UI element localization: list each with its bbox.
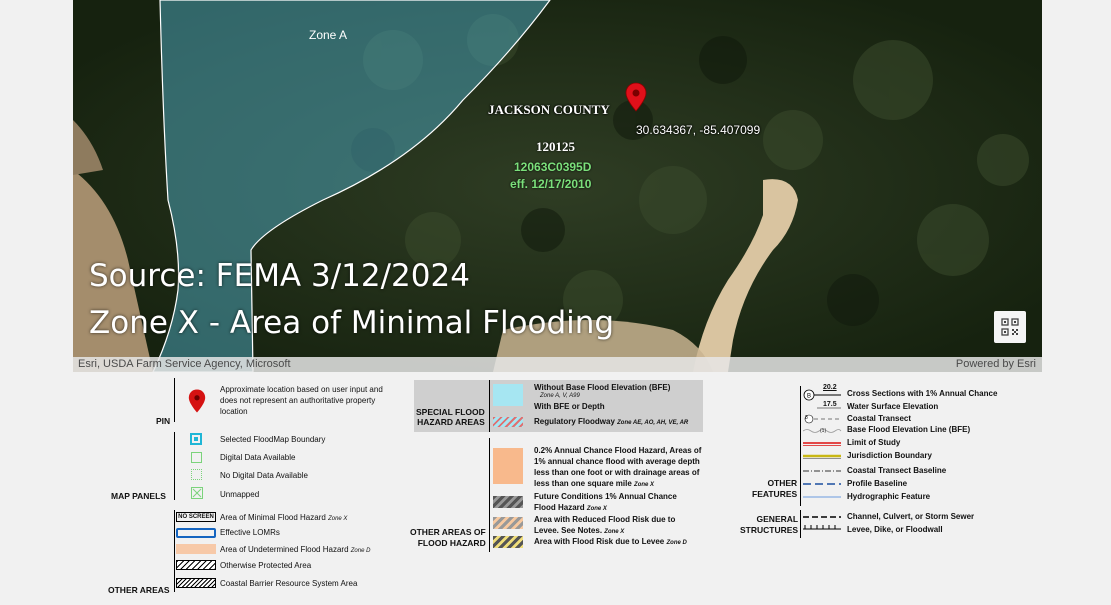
legend-feature-item: Hydrographic Feature xyxy=(847,492,931,501)
legend-feature-item: Limit of Study xyxy=(847,438,901,447)
legend-other-area-item: Otherwise Protected Area xyxy=(220,561,312,570)
legend-pin-icon xyxy=(188,386,206,416)
legend-circle-8: 8 xyxy=(805,415,808,421)
legend-no-digital-swatch xyxy=(191,469,202,480)
legend-feature-item: Coastal Transect Baseline xyxy=(847,466,947,475)
legend-floodway: Regulatory Floodway Zone AE, AO, AH, VE, AR xyxy=(534,417,689,426)
legend-other-area-item: Area of Minimal Flood Hazard Zone X xyxy=(220,513,348,522)
legend-map-panel-item: Unmapped xyxy=(220,490,260,499)
legend-map-panel-item: Selected FloodMap Boundary xyxy=(220,435,326,444)
legend-cross-section-value: 20.2 xyxy=(823,384,837,391)
legend-feature-item: Water Surface Elevation xyxy=(847,402,939,411)
legend-selected-panel-swatch xyxy=(190,433,202,445)
qr-code-icon xyxy=(1001,318,1019,336)
zone-a-label: Zone A xyxy=(309,28,348,42)
qr-code-button[interactable] xyxy=(994,311,1026,343)
legend-water-surface-value: 17.5 xyxy=(823,401,837,408)
legend-structure-symbols xyxy=(803,512,843,536)
powered-by-link[interactable]: Powered by Esri xyxy=(955,358,1036,370)
legend-heading-map-panels: MAP PANELS xyxy=(111,491,166,501)
legend-sfha-without-bfe: Without Base Flood Elevation (BFE) xyxy=(534,383,671,392)
legend-future-conditions-swatch xyxy=(493,496,523,508)
attribution-text: Esri, USDA Farm Service Agency, Microsoft xyxy=(78,358,291,370)
legend-future-conditions-text: Future Conditions 1% Annual Chance Flood Hazard Zone X xyxy=(534,492,677,512)
legend-other-area-item: Area of Undetermined Flood Hazard Zone D xyxy=(220,545,371,554)
legend-heading-other-flood: OTHER AREAS OF FLOOD HAZARD xyxy=(410,527,486,548)
location-pin-icon[interactable] xyxy=(625,82,647,112)
legend-levee-risk-swatch xyxy=(493,536,523,548)
effective-date-label: eff. 12/17/2010 xyxy=(510,177,592,191)
legend-no-screen-swatch: NO SCREEN xyxy=(176,512,216,522)
legend-cbrs-swatch xyxy=(176,578,216,588)
legend-structure-item: Channel, Culvert, or Storm Sewer xyxy=(847,512,975,521)
legend-unmapped-swatch xyxy=(191,487,203,499)
legend-map-panel-item: No Digital Data Available xyxy=(220,471,308,480)
svg-text:B: B xyxy=(806,393,812,400)
community-id-label: 120125 xyxy=(536,139,575,154)
legend-sfha-with-bfe: With BFE or Depth xyxy=(534,402,605,411)
coordinates-label: 30.634367, -85.407099 xyxy=(636,123,761,137)
zone-text: Zone X - Area of Minimal Flooding xyxy=(89,305,615,341)
legend-02-chance-text: 0.2% Annual Chance Flood Hazard, Areas of 1% annual chance flood with average depth less than one foot or with drainage areas of less than one square mile Zone X xyxy=(534,446,702,488)
legend-other-area-item: Effective LOMRs xyxy=(220,528,280,537)
legend-digital-swatch xyxy=(191,452,202,463)
source-text: Source: FEMA 3/12/2024 xyxy=(89,258,470,294)
legend-sfha-without-bfe-zone: Zone A, V, A99 xyxy=(540,393,580,399)
legend-bfe-value: (1) xyxy=(820,428,827,434)
legend-feature-item: Profile Baseline xyxy=(847,479,908,488)
legend-pin-text: Approximate location based on user input and does not represent an authoritative property location xyxy=(220,385,383,416)
legend-heading-other-areas: OTHER AREAS xyxy=(108,585,170,595)
legend-lomr-swatch xyxy=(176,528,216,538)
legend-reduced-risk-swatch xyxy=(493,517,523,529)
legend-protected-swatch xyxy=(176,560,216,570)
legend-levee-risk-text: Area with Flood Risk due to Levee Zone D xyxy=(534,537,687,546)
legend-feature-item: Jurisdiction Boundary xyxy=(847,451,932,460)
legend-undetermined-swatch xyxy=(176,544,216,554)
legend-sfha-without-bfe-swatch xyxy=(493,384,523,406)
legend-feature-item: Cross Sections with 1% Annual Chance xyxy=(847,389,998,398)
legend-heading-sfha: SPECIAL FLOOD HAZARD AREAS xyxy=(416,407,485,427)
legend-structure-item: Levee, Dike, or Floodwall xyxy=(847,525,943,534)
legend-other-area-item: Coastal Barrier Resource System Area xyxy=(220,579,358,588)
legend-02-chance-swatch xyxy=(493,448,523,484)
county-label: JACKSON COUNTY xyxy=(488,102,610,117)
legend-heading-general-structures: GENERAL STRUCTURES xyxy=(740,514,799,535)
legend-heading-pin: PIN xyxy=(156,416,171,426)
flood-legend xyxy=(0,372,1111,605)
legend-heading-other-features: OTHER FEATURES xyxy=(752,478,798,499)
legend-feature-item: Base Flood Elevation Line (BFE) xyxy=(847,425,971,434)
panel-number-label: 12063C0395D xyxy=(514,160,592,174)
legend-floodway-swatch xyxy=(493,417,523,427)
legend-feature-item: Coastal Transect xyxy=(847,414,912,423)
attribution-bar xyxy=(73,357,1042,372)
legend-reduced-risk-text: Area with Reduced Flood Risk due to Levee. See Notes. Zone X xyxy=(534,515,676,535)
flood-map[interactable] xyxy=(73,0,1042,372)
legend-map-panel-item: Digital Data Available xyxy=(220,453,296,462)
